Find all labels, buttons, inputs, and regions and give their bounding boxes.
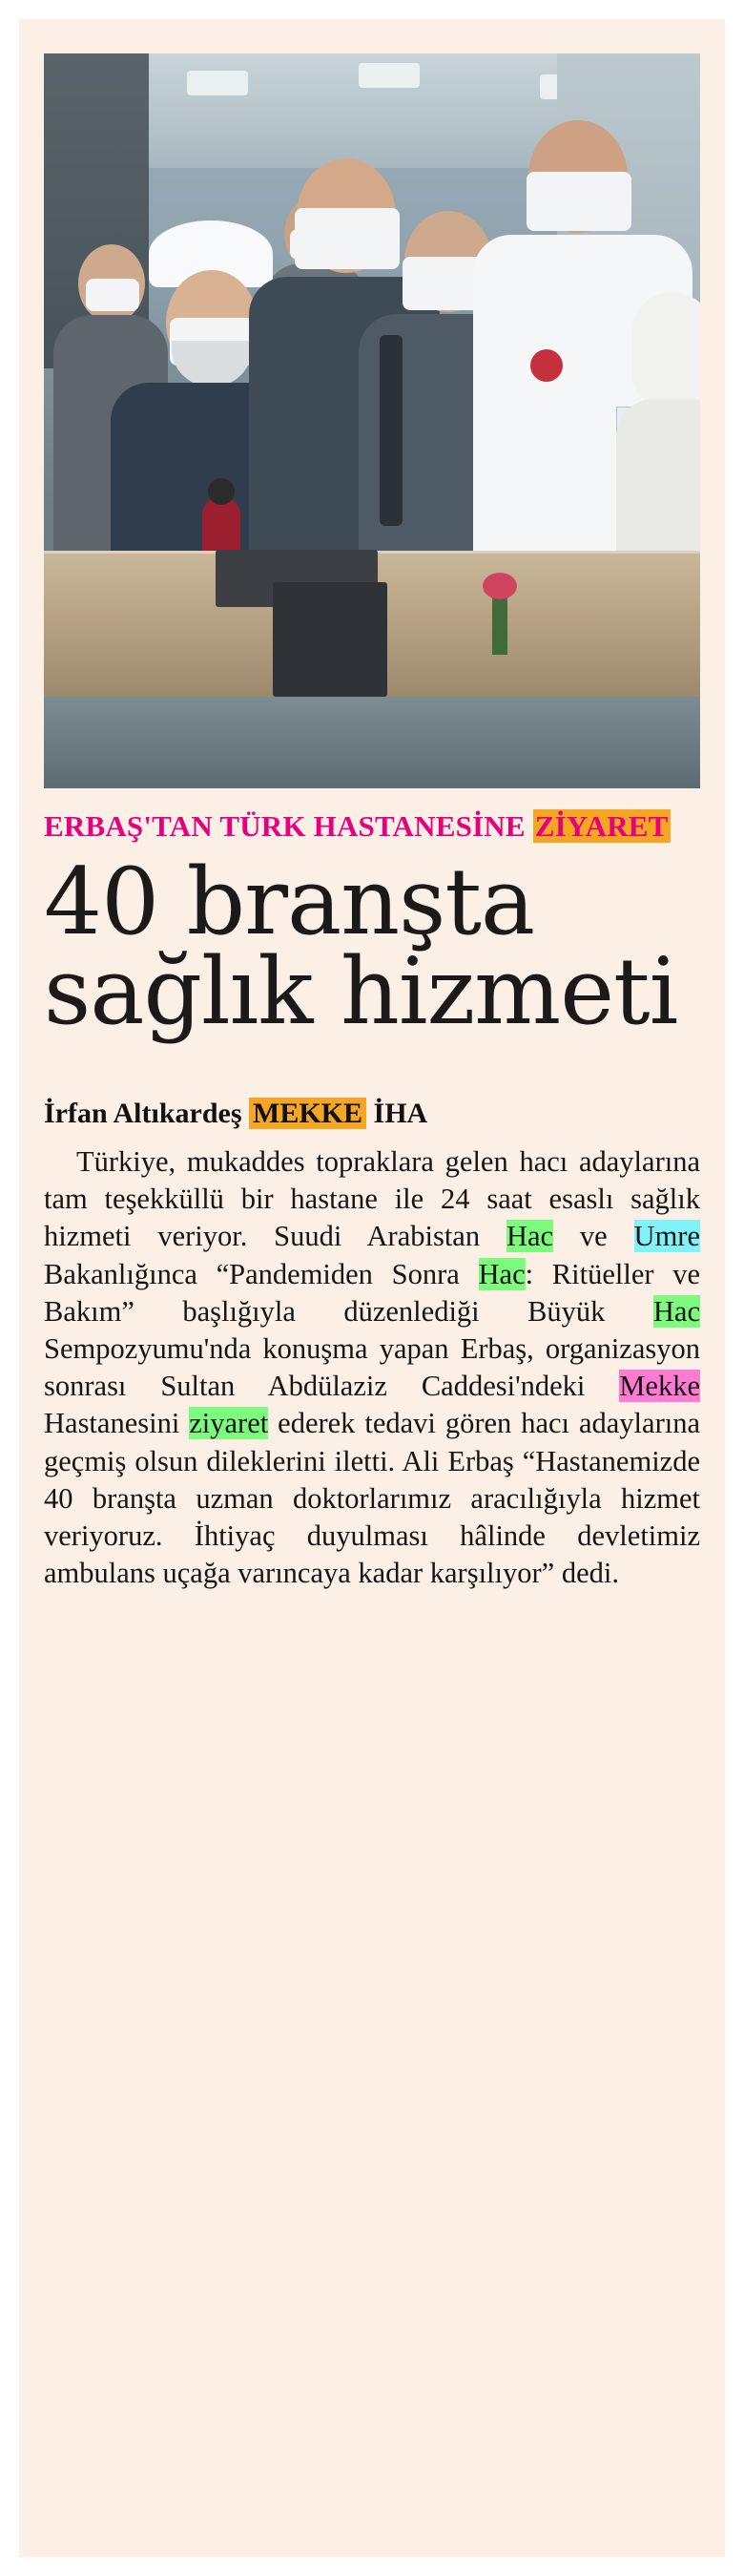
- headline: [44, 848, 700, 1045]
- kicker: [44, 809, 700, 844]
- article-photo: [44, 53, 700, 788]
- face-mask: [527, 172, 631, 231]
- body-run: ve: [553, 1220, 634, 1253]
- byline-agency: İHA: [373, 1098, 428, 1130]
- body-highlight-hac: Hac: [652, 1294, 700, 1328]
- body-highlight-ziyaret: ziyaret: [189, 1407, 269, 1440]
- byline-location: MEKKE: [249, 1098, 366, 1129]
- byline-author: İrfan Altıkardeş: [44, 1098, 242, 1130]
- byline: [44, 1098, 700, 1130]
- flower-vase: [492, 588, 507, 655]
- article-paragraph: [44, 1143, 700, 1592]
- body-run: Bakanlığınca “Pandemiden Sonra: [44, 1257, 479, 1290]
- headline-line-1: 40 branşta: [44, 848, 535, 955]
- kicker-text: ERBAŞ'TAN TÜRK HASTANESİNE: [44, 809, 533, 843]
- body-highlight-hac: Hac: [506, 1220, 554, 1253]
- body-run: ederek tedavi gören hacı adaylarına geçmiş olsun dileklerini iletti. Ali Erbaş “Hastanemizde 40 branşta uzman doktorlarımız aracılığıyla hizmet veriyoruz. İhtiyaç duyulması hâlinde devletimiz ambulans uçağa varıncaya kadar karşılıyor” dedi.: [44, 1407, 700, 1590]
- body-run: Türkiye, mukaddes topraklara gelen hacı adaylarına tam teşekküllü bir hastane ile 24 saat esaslı sağlık hizmeti veriyor. Suudi Arabistan: [44, 1145, 700, 1253]
- backpack-strap: [380, 335, 403, 526]
- desk-bag: [273, 582, 387, 697]
- body-run: Sempozyumu'nda konuşma yapan Erbaş, organizasyon sonrası Sultan Abdülaziz Caddesi'ndeki: [44, 1332, 700, 1403]
- crescent-logo: [530, 349, 563, 382]
- beard: [172, 341, 252, 387]
- ceiling-light: [187, 71, 248, 95]
- body-run: Hastanesini: [44, 1407, 190, 1440]
- article-body: [44, 1143, 700, 1592]
- photo-floor: [44, 697, 700, 788]
- news-clipping: [19, 19, 725, 2557]
- body-run: : Ritüeller ve Bakım” başlığıyla düzenlediği Büyük: [44, 1257, 700, 1328]
- ceiling-light: [359, 63, 420, 88]
- headline-line-2: sağlık hizmeti: [44, 937, 678, 1045]
- kicker-highlight: ZİYARET: [534, 809, 669, 843]
- body-highlight-hac: Hac: [478, 1257, 526, 1290]
- body-highlight-umre: Umre: [633, 1220, 700, 1253]
- body-highlight-mekke: Mekke: [619, 1370, 700, 1403]
